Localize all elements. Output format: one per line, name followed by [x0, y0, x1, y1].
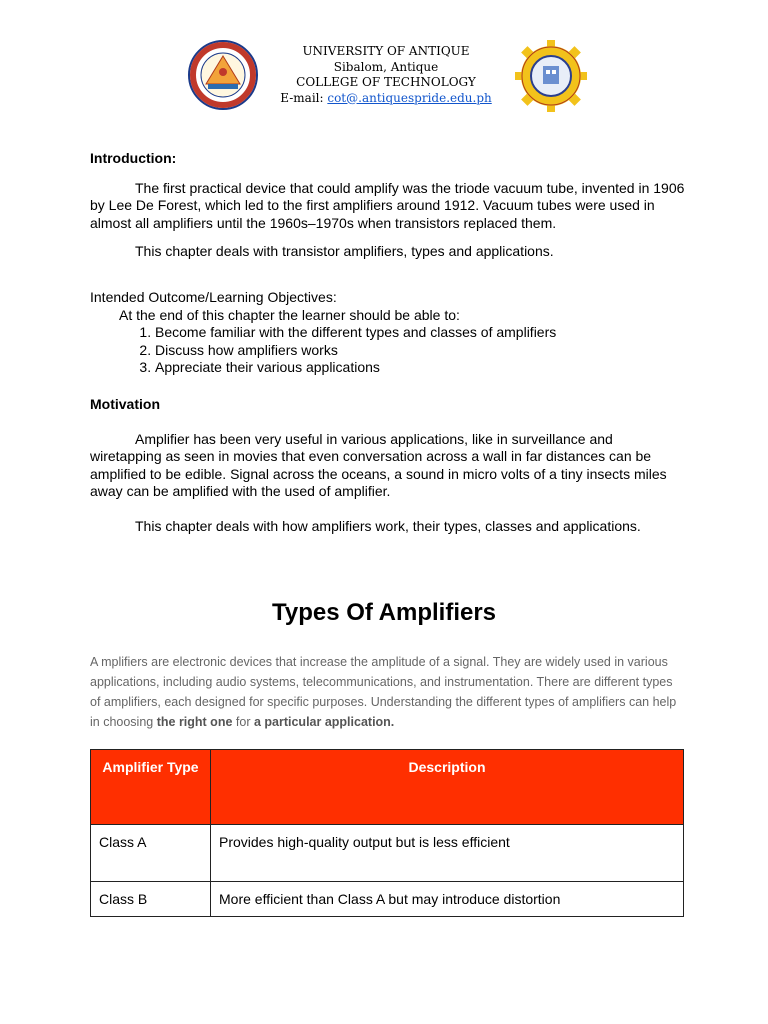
types-intro-bold-1: the right one — [156, 715, 233, 729]
table-header-description: Description — [211, 750, 684, 825]
objectives-list — [90, 324, 685, 377]
table-cell-description: More efficient than Class A but may introduce distortion — [211, 882, 684, 917]
table-header-row — [91, 750, 684, 825]
introduction-heading: Introduction: — [90, 150, 177, 166]
types-intro-for: for — [232, 715, 254, 729]
email-line — [262, 91, 510, 107]
objective-item: 1. Become familiar with the different types and classes of amplifiers — [155, 324, 685, 342]
objective-item: 2. Discuss how amplifiers works — [155, 342, 685, 360]
letterhead — [0, 40, 768, 112]
email-link[interactable]: cot@.antiquespride.edu.ph — [327, 90, 492, 105]
college-name: COLLEGE OF TECHNOLOGY — [296, 75, 476, 89]
table-row — [91, 882, 684, 917]
introduction-paragraph-2: This chapter deals with transistor amplifiers, types and applications. — [135, 243, 554, 259]
table-row — [91, 825, 684, 882]
letterhead-text — [262, 44, 510, 106]
table-cell-description: Provides high-quality output but is less efficient — [211, 825, 684, 882]
motivation-heading: Motivation — [90, 396, 160, 412]
table-cell-type: Class A — [91, 825, 211, 882]
table-cell-type: Class B — [91, 882, 211, 917]
motivation-section — [90, 396, 685, 535]
amplifier-table — [90, 749, 684, 917]
university-location: Sibalom, Antique — [333, 59, 439, 74]
types-title: Types Of Amplifiers — [271, 599, 497, 626]
motivation-paragraph-2: This chapter deals with how amplifiers work, their types, classes and applications. — [135, 517, 641, 534]
introduction-section — [90, 150, 685, 261]
types-intro — [90, 652, 685, 732]
table-header-type: Amplifier Type — [91, 750, 211, 825]
motivation-paragraph-1: Amplifier has been very useful in various applications, like in surveillance and wiretapping as seen in movies that even conversation across a wall in far distances can be amplified to be edible. Signal across the oceans, a sound in micro volts of a tiny insects miles away can be amplified with the used of amplifier. — [90, 430, 667, 499]
objectives-lead: At the end of this chapter the learner should be able to: — [119, 306, 460, 323]
objectives-heading: Intended Outcome/Learning Objectives: — [90, 289, 337, 305]
types-intro-text: A mplifiers are electronic devices that increase the amplitude of a signal. They are widely used in various applications, including audio systems, telecommunications, and instrumentation. There are different types of amplifiers, each designed for specific purposes. Understanding the different types of amplifiers can help in choosing — [90, 655, 677, 729]
college-seal-icon — [515, 40, 587, 112]
email-label: E-mail: — [280, 90, 328, 105]
types-intro-bold-2: a particular application. — [253, 715, 395, 729]
objective-item: 3. Appreciate their various applications — [155, 359, 685, 377]
university-seal-icon — [188, 40, 258, 110]
introduction-paragraph-1: The first practical device that could amplify was the triode vacuum tube, invented in 1906 by Lee De Forest, which led to the first amplifiers around 1912. Vacuum tubes were used in almost all amplifiers until the 1960s–1970s when transistors replaced them. — [90, 179, 685, 231]
university-name: UNIVERSITY OF ANTIQUE — [302, 44, 470, 58]
objectives-section — [90, 289, 685, 377]
